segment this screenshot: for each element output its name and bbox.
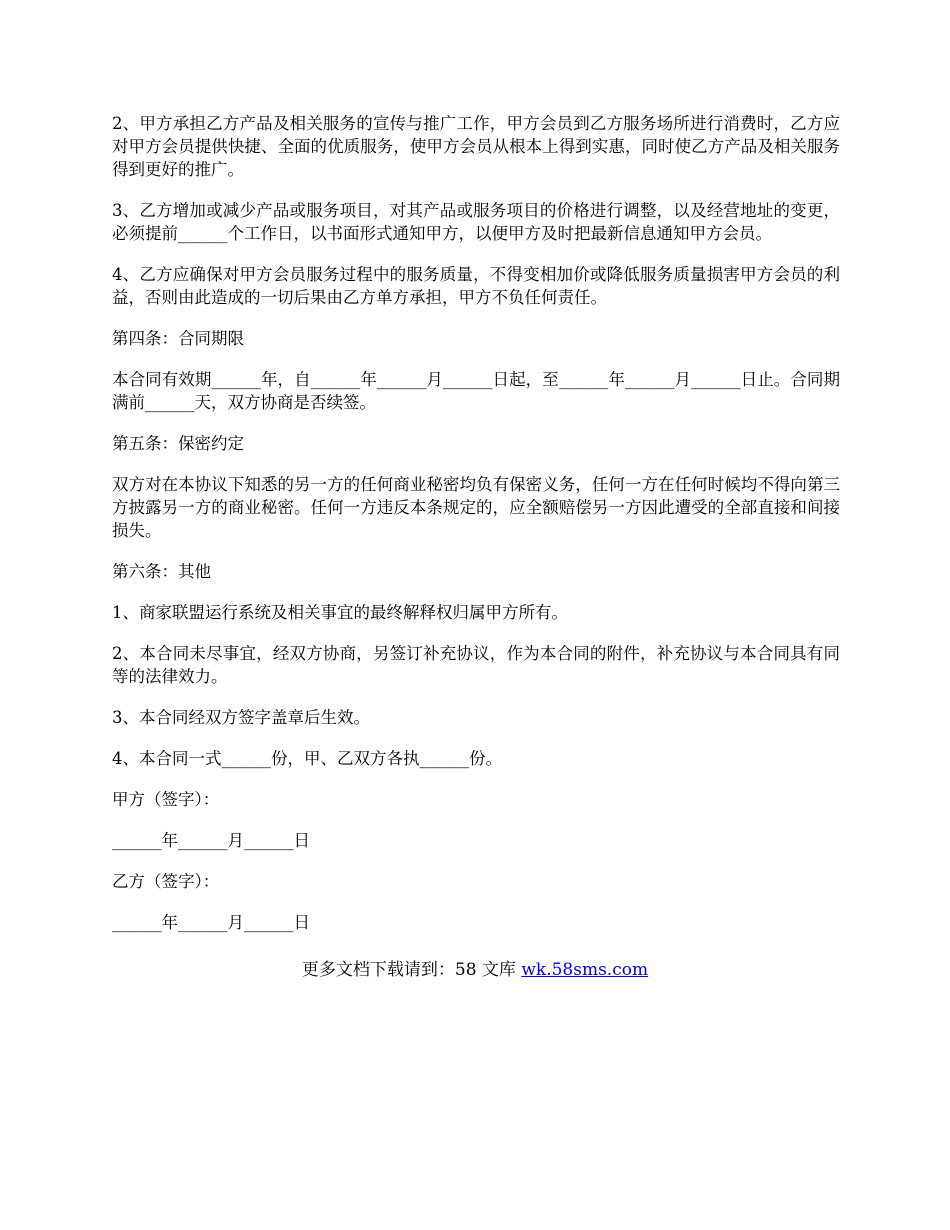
- other-clause-1: 1、商家联盟运行系统及相关事宜的最终解释权归属甲方所有。: [112, 603, 568, 622]
- clause-2-paragraph: 2、甲方承担乙方产品及相关服务的宣传与推广工作，甲方会员到乙方服务场所进行消费时，乙方应对甲方会员提供快捷、全面的优质服务，使甲方会员从根本上得到实惠，同时使乙方产品及相关服务得到更好的推广。: [112, 114, 840, 179]
- party-a-date-line: ______年______月______日: [112, 831, 310, 850]
- other-clause-2: 2、本合同未尽事宜，经双方协商，另签订补充协议，作为本合同的附件，补充协议与本合同具有同等的法律效力。: [112, 644, 840, 686]
- article-4-heading: 第四条：合同期限: [112, 329, 244, 348]
- clause-4-paragraph: 4、乙方应确保对甲方会员服务过程中的服务质量，不得变相加价或降低服务质量损害甲方会员的利益，否则由此造成的一切后果由乙方单方承担，甲方不负任何责任。: [112, 265, 840, 307]
- other-clause-3: 3、本合同经双方签字盖章后生效。: [112, 708, 370, 727]
- party-b-date-line: ______年______月______日: [112, 913, 310, 932]
- download-footer: [0, 958, 950, 982]
- clause-3-paragraph: 3、乙方增加或减少产品或服务项目，对其产品或服务项目的价格进行调整，以及经营地址的变更，必须提前______个工作日，以书面形式通知甲方，以便甲方及时把最新信息通知甲方会员。: [112, 201, 840, 243]
- party-a-signature-label: 甲方（签字）：: [112, 790, 220, 809]
- party-b-signature-label: 乙方（签字）：: [112, 872, 220, 891]
- document-body: [112, 112, 840, 952]
- footer-text: 更多文档下载请到：58 文库: [301, 960, 522, 980]
- article-6-heading: 第六条：其他: [112, 562, 211, 581]
- contract-term-paragraph: 本合同有效期______年，自______年______月______日起，至______年______月______日止。合同期满前______天，双方协商是否续签。: [112, 370, 840, 412]
- other-clause-4: 4、本合同一式______份，甲、乙双方各执______份。: [112, 749, 502, 768]
- article-5-heading: 第五条：保密约定: [112, 434, 244, 453]
- confidentiality-paragraph: 双方对在本协议下知悉的另一方的任何商业秘密均负有保密义务，任何一方在任何时候均不得向第三方披露另一方的商业秘密。任何一方违反本条规定的，应全额赔偿另一方因此遭受的全部直接和间接损失。: [112, 475, 840, 540]
- footer-link[interactable]: wk.58sms.com: [521, 960, 649, 980]
